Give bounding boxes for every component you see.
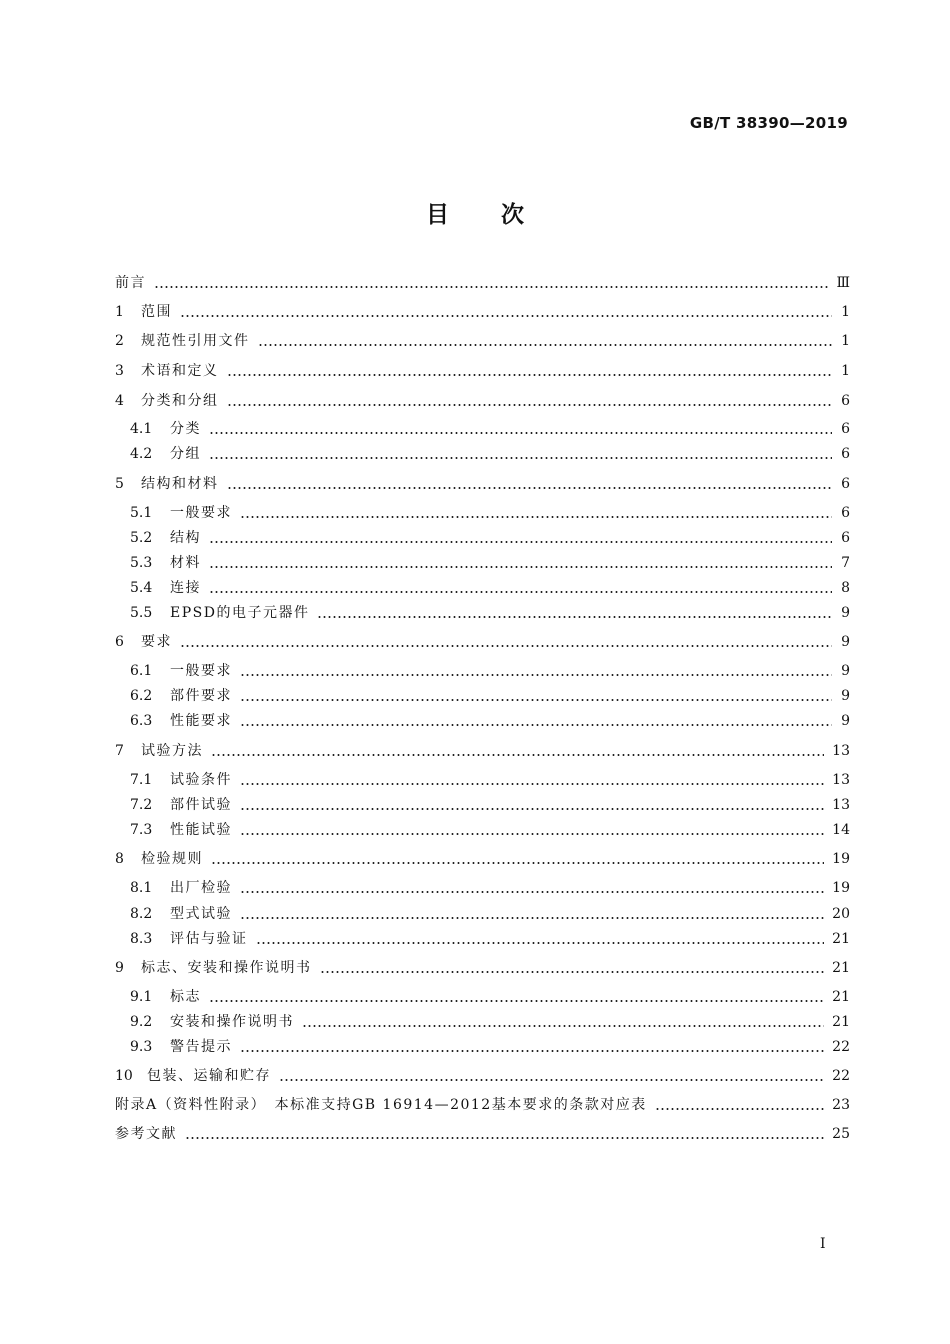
- toc-entry-number: 3: [115, 363, 124, 379]
- toc-entry-number: 9.2: [130, 1014, 153, 1030]
- toc-entry-label: 连接: [170, 580, 201, 596]
- toc-entry[interactable]: [130, 710, 850, 732]
- title-char-1: 目: [426, 202, 449, 228]
- toc-entry-number: 6: [115, 634, 124, 650]
- toc-entry-label: 要求: [141, 634, 172, 650]
- toc-entry-number: 5.1: [130, 505, 153, 521]
- dot-leader: [227, 404, 833, 406]
- standard-code: GB/T 38390—2019: [689, 114, 848, 132]
- dot-leader: [180, 645, 832, 647]
- toc-entry-number: 4.2: [130, 446, 153, 462]
- toc-entry-number: 8.3: [130, 931, 153, 947]
- toc-entry-label: 性能要求: [170, 713, 232, 729]
- toc-entry-page: 21: [832, 960, 850, 976]
- toc-entry-page: 23: [832, 1097, 850, 1113]
- dot-leader: [154, 286, 828, 288]
- toc-entry[interactable]: [130, 794, 850, 816]
- dot-leader: [180, 315, 832, 317]
- toc-entry-number: 6.1: [130, 663, 153, 679]
- dot-leader: [240, 808, 824, 810]
- toc-entry-number: 5.2: [130, 530, 153, 546]
- dot-leader: [256, 942, 825, 944]
- dot-leader: [240, 516, 832, 518]
- toc-entry-page: 6: [841, 505, 850, 521]
- toc-entry-label: 试验条件: [170, 772, 232, 788]
- toc-entry[interactable]: [130, 552, 850, 574]
- toc-entry-number: 2: [115, 333, 124, 349]
- toc-entry-label: 安装和操作说明书: [170, 1014, 294, 1030]
- toc-entry-page: 21: [832, 1014, 850, 1030]
- toc-entry-number: 7.2: [130, 797, 153, 813]
- toc-entry-page: 9: [841, 688, 850, 704]
- toc-entry-number: 5.3: [130, 555, 153, 571]
- toc-entry-label: 试验方法: [141, 743, 203, 759]
- toc-entry-page: 19: [832, 880, 850, 896]
- dot-leader: [185, 1137, 824, 1139]
- dot-leader: [211, 862, 824, 864]
- dot-leader: [258, 344, 833, 346]
- toc-entry-label: 材料: [170, 555, 201, 571]
- dot-leader: [240, 917, 824, 919]
- toc-entry-label: 附录A（资料性附录） 本标准支持GB 16914—2012基本要求的条款对应表: [115, 1097, 647, 1113]
- toc-entry-page: 19: [832, 851, 850, 867]
- dot-leader: [211, 754, 824, 756]
- toc-entry-label: 结构和材料: [141, 476, 219, 492]
- toc-entry-page: 13: [832, 772, 850, 788]
- toc-entry-label: 出厂检验: [170, 880, 232, 896]
- toc-entry-number: 1: [115, 304, 124, 320]
- toc-entry-page: Ⅲ: [836, 275, 850, 291]
- title-char-2: 次: [501, 202, 524, 228]
- toc-entry[interactable]: [130, 769, 850, 791]
- toc-entry-label: 一般要求: [170, 663, 232, 679]
- toc-entry-number: 7.1: [130, 772, 153, 788]
- toc-entry[interactable]: [130, 660, 850, 682]
- toc-entry-number: 6.2: [130, 688, 153, 704]
- toc-entry-label: 结构: [170, 530, 201, 546]
- dot-leader: [209, 457, 832, 459]
- dot-leader: [227, 487, 833, 489]
- toc-entry[interactable]: [115, 848, 850, 870]
- dot-leader: [209, 566, 832, 568]
- toc-entry[interactable]: [115, 473, 850, 495]
- toc-entry-label: 分组: [170, 446, 201, 462]
- toc-entry-label: 前言: [115, 275, 146, 291]
- toc-entry[interactable]: [115, 301, 850, 323]
- toc-entry-label: 标志、安装和操作说明书: [141, 960, 312, 976]
- toc-entry[interactable]: [130, 527, 850, 549]
- toc-entry-page: 6: [841, 393, 850, 409]
- toc-entry-number: 8.1: [130, 880, 153, 896]
- toc-entry[interactable]: [130, 1011, 850, 1033]
- toc-entry-number: 5.5: [130, 605, 153, 621]
- toc-entry-page: 13: [832, 797, 850, 813]
- toc-entry-page: 9: [841, 713, 850, 729]
- dot-leader: [655, 1108, 824, 1110]
- toc-entry[interactable]: [130, 819, 850, 841]
- toc-entry-page: 1: [841, 333, 850, 349]
- toc-entry-number: 5: [115, 476, 124, 492]
- toc-entry-number: 5.4: [130, 580, 153, 596]
- dot-leader: [320, 971, 825, 973]
- dot-leader: [240, 833, 824, 835]
- toc-entry-page: 21: [832, 931, 850, 947]
- toc-entry-number: 7: [115, 743, 124, 759]
- toc-entry[interactable]: [115, 360, 850, 382]
- toc-entry-number: 9: [115, 960, 124, 976]
- toc-entry[interactable]: [115, 1094, 850, 1116]
- toc-entry[interactable]: [115, 390, 850, 412]
- toc-entry-page: 7: [841, 555, 850, 571]
- toc-entry-page: 25: [832, 1126, 850, 1142]
- toc-entry-label: 一般要求: [170, 505, 232, 521]
- toc-entry-page: 20: [832, 906, 850, 922]
- toc-entry-page: 9: [841, 634, 850, 650]
- toc-entry-page: 22: [832, 1039, 850, 1055]
- toc-entry-page: 9: [841, 663, 850, 679]
- toc-entry[interactable]: [130, 928, 850, 950]
- toc-entry-label: 警告提示: [170, 1039, 232, 1055]
- toc-entry-label: 包装、运输和贮存: [147, 1068, 271, 1084]
- toc-entry-label: 部件要求: [170, 688, 232, 704]
- toc-entry-number: 8.2: [130, 906, 153, 922]
- dot-leader: [227, 374, 833, 376]
- dot-leader: [240, 699, 832, 701]
- dot-leader: [317, 616, 832, 618]
- toc-entry[interactable]: [130, 986, 850, 1008]
- toc-entry[interactable]: [115, 272, 850, 294]
- toc-entry-page: 1: [841, 363, 850, 379]
- toc-entry-label: 参考文献: [115, 1126, 177, 1142]
- toc-entry-number: 7.3: [130, 822, 153, 838]
- dot-leader: [240, 783, 824, 785]
- toc-entry-page: 6: [841, 476, 850, 492]
- toc-entry-label: 型式试验: [170, 906, 232, 922]
- toc-entry[interactable]: [115, 740, 850, 762]
- toc-entry-label: 范围: [141, 304, 172, 320]
- dot-leader: [240, 674, 832, 676]
- toc-entry-label: 性能试验: [170, 822, 232, 838]
- dot-leader: [209, 591, 832, 593]
- toc-entry[interactable]: [115, 631, 850, 653]
- toc-entry[interactable]: [130, 877, 850, 899]
- toc-entry[interactable]: [130, 502, 850, 524]
- toc-entry-page: 6: [841, 446, 850, 462]
- toc-entry-label: 术语和定义: [141, 363, 219, 379]
- toc-entry-page: 6: [841, 421, 850, 437]
- dot-leader: [240, 1050, 824, 1052]
- toc-entry[interactable]: [115, 957, 850, 979]
- toc-entry-number: 4.1: [130, 421, 153, 437]
- toc-entry-page: 22: [832, 1068, 850, 1084]
- dot-leader: [279, 1079, 824, 1081]
- page-folio: Ⅰ: [820, 1236, 826, 1252]
- toc-entry-page: 9: [841, 605, 850, 621]
- toc-entry[interactable]: [130, 577, 850, 599]
- toc-entry[interactable]: [115, 1065, 850, 1087]
- dot-leader: [302, 1025, 824, 1027]
- toc-entry-number: 9.3: [130, 1039, 153, 1055]
- toc-entry[interactable]: [130, 1036, 850, 1058]
- toc-entry[interactable]: [130, 685, 850, 707]
- dot-leader: [240, 891, 824, 893]
- page-title: [0, 196, 950, 229]
- toc-entry-page: 1: [841, 304, 850, 320]
- toc-entry-page: 14: [832, 822, 850, 838]
- toc-entry[interactable]: [130, 443, 850, 465]
- toc-entry-page: 6: [841, 530, 850, 546]
- toc-entry-label: 分类: [170, 421, 201, 437]
- toc-entry-number: 9.1: [130, 989, 153, 1005]
- toc-entry-page: 13: [832, 743, 850, 759]
- toc-entry-page: 8: [841, 580, 850, 596]
- toc-entry-label: 评估与验证: [170, 931, 248, 947]
- toc-entry-page: 21: [832, 989, 850, 1005]
- toc-entry-number: 4: [115, 393, 124, 409]
- toc-entry[interactable]: [130, 602, 850, 624]
- toc-entry-label: 部件试验: [170, 797, 232, 813]
- toc-entry-label: 分类和分组: [141, 393, 219, 409]
- toc-entry-number: 8: [115, 851, 124, 867]
- toc-entry-number: 6.3: [130, 713, 153, 729]
- toc-entry-label: 标志: [170, 989, 201, 1005]
- toc-entry[interactable]: [130, 903, 850, 925]
- dot-leader: [209, 541, 832, 543]
- toc-entry[interactable]: [115, 330, 850, 352]
- dot-leader: [209, 432, 832, 434]
- toc-entry-label: 规范性引用文件: [141, 333, 250, 349]
- toc-entry[interactable]: [115, 1123, 850, 1145]
- dot-leader: [240, 724, 832, 726]
- toc-entry-number: 10: [115, 1068, 133, 1084]
- dot-leader: [209, 1000, 824, 1002]
- toc-entry-label: 检验规则: [141, 851, 203, 867]
- toc-entry[interactable]: [130, 418, 850, 440]
- toc-entry-label: EPSD的电子元器件: [170, 605, 310, 621]
